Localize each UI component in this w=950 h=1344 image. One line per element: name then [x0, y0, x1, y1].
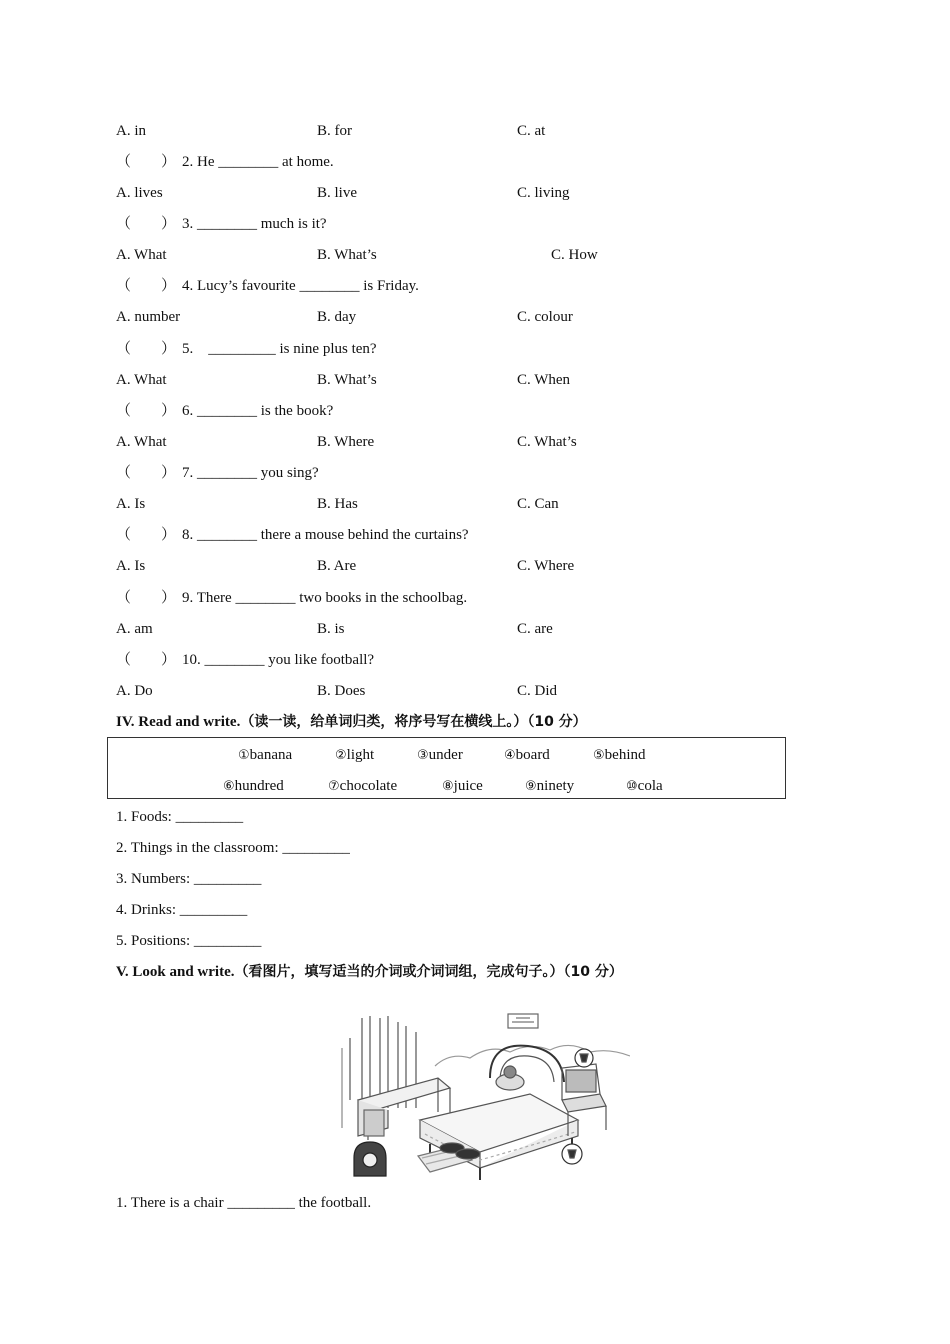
q2-option-a: A. lives [116, 185, 163, 201]
q4-option-c: C. colour [517, 309, 573, 325]
word-item: ①banana [238, 747, 293, 763]
q4-option-a: A. number [116, 309, 181, 325]
q10-option-c: C. Did [517, 683, 558, 699]
q2-option-c: C. living [517, 185, 570, 201]
word-item: ③under [417, 747, 463, 763]
word-item: ⑥hundred [223, 778, 284, 794]
word-bank [107, 737, 786, 799]
q7-option-b: B. Has [317, 496, 358, 512]
answer-paren[interactable]: （ ） [116, 465, 177, 481]
word-item: ⑧juice [442, 778, 483, 794]
word-item: ⑤behind [593, 747, 646, 763]
answer-paren[interactable]: （ ） [116, 341, 177, 357]
answer-paren[interactable]: （ ） [116, 590, 177, 606]
question-4: 4. Lucy’s favourite ________ is Friday. [182, 278, 419, 294]
answer-paren[interactable]: （ ） [116, 154, 177, 170]
q5-option-c: C. When [517, 372, 571, 388]
q3-option-b: B. What’s [317, 247, 377, 263]
section-4-instructions: （读一读，给单词归类，将序号写在横线上。）（10 分） [240, 714, 587, 730]
category-positions[interactable]: 5. Positions: _________ [116, 933, 262, 949]
question-3: 3. ________ much is it? [182, 216, 327, 232]
q1-option-a: A. in [116, 123, 146, 139]
question-8: 8. ________ there a mouse behind the curtains? [182, 527, 469, 543]
section-5-instructions: （看图片，填写适当的介词或介词词组，完成句子。）（10 分） [234, 964, 623, 980]
category-classroom[interactable]: 2. Things in the classroom: _________ [116, 840, 350, 856]
q5-option-b: B. What’s [317, 372, 377, 388]
question-2: 2. He ________ at home. [182, 154, 334, 170]
sentence-1[interactable]: 1. There is a chair _________ the football. [116, 1195, 372, 1211]
answer-paren[interactable]: （ ） [116, 403, 177, 419]
question-9: 9. There ________ two books in the schoolbag. [182, 590, 468, 606]
q8-option-c: C. Where [517, 558, 575, 574]
question-5: 5. _________ is nine plus ten? [182, 341, 377, 357]
word-item: ⑨ninety [525, 778, 575, 794]
q6-option-a: A. What [116, 434, 167, 450]
answer-paren[interactable]: （ ） [116, 278, 177, 294]
answer-paren[interactable]: （ ） [116, 652, 177, 668]
section-5-title: V. Look and write. [116, 964, 235, 980]
section-5-heading [116, 963, 623, 981]
q9-option-c: C. are [517, 621, 553, 637]
category-foods[interactable]: 1. Foods: _________ [116, 809, 244, 825]
q6-option-b: B. Where [317, 434, 375, 450]
q8-option-a: A. Is [116, 558, 146, 574]
q5-option-a: A. What [116, 372, 167, 388]
bedroom-scene-illustration [340, 1008, 630, 1180]
word-item: ②light [335, 747, 375, 763]
q1-option-c: C. at [517, 123, 546, 139]
section-4-title: IV. Read and write. [116, 714, 241, 730]
word-item: ⑦chocolate [328, 778, 398, 794]
q8-option-b: B. Are [317, 558, 357, 574]
answer-paren[interactable]: （ ） [116, 216, 177, 232]
q3-option-a: A. What [116, 247, 167, 263]
q3-option-c: C. How [551, 247, 598, 263]
q9-option-b: B. is [317, 621, 345, 637]
q10-option-a: A. Do [116, 683, 153, 699]
question-7: 7. ________ you sing? [182, 465, 319, 481]
q9-option-a: A. am [116, 621, 153, 637]
question-6: 6. ________ is the book? [182, 403, 334, 419]
q7-option-a: A. Is [116, 496, 146, 512]
q6-option-c: C. What’s [517, 434, 577, 450]
q4-option-b: B. day [317, 309, 357, 325]
q10-option-b: B. Does [317, 683, 366, 699]
question-10: 10. ________ you like football? [182, 652, 375, 668]
q2-option-b: B. live [317, 185, 357, 201]
word-item: ④board [504, 747, 550, 763]
q1-option-b: B. for [317, 123, 352, 139]
category-numbers[interactable]: 3. Numbers: _________ [116, 871, 262, 887]
category-drinks[interactable]: 4. Drinks: _________ [116, 902, 248, 918]
section-4-heading [116, 713, 587, 731]
q7-option-c: C. Can [517, 496, 559, 512]
word-item: ⑩cola [626, 778, 663, 794]
answer-paren[interactable]: （ ） [116, 527, 177, 543]
